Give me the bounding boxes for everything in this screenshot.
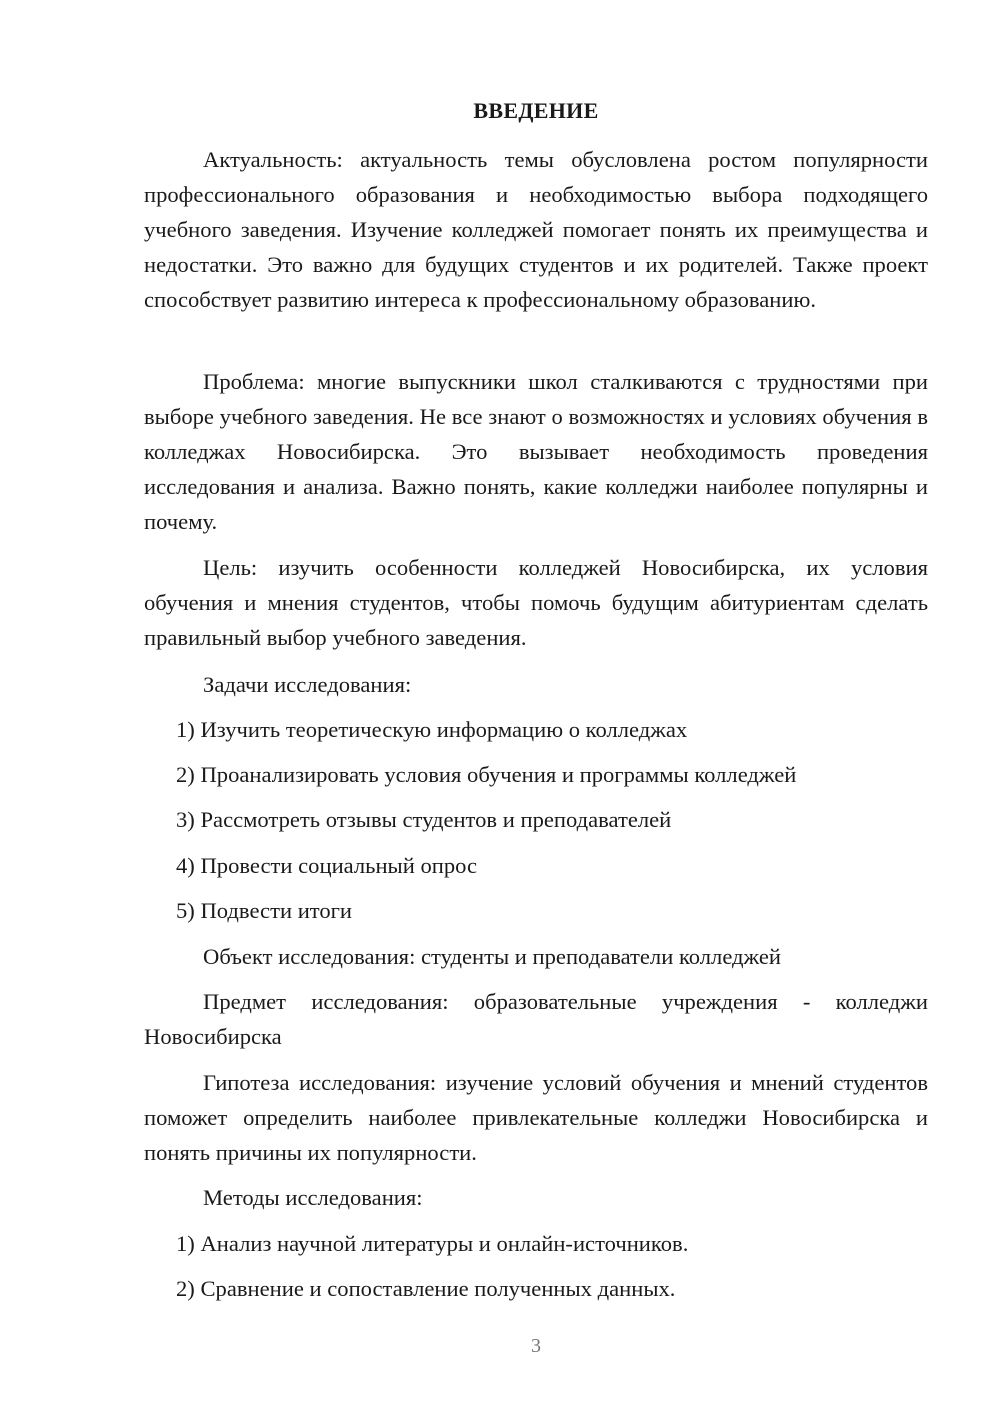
method-item: 2) Сравнение и сопоставление полученных данных. <box>176 1276 676 1301</box>
task-item: 3) Рассмотреть отзывы студентов и преподавателей <box>176 807 672 832</box>
goal-paragraph: Цель: изучить особенности колледжей Новосибирска, их условия обучения и мнения студентов, чтобы помочь будущим абитуриентам сделать правильный выбор учебного заведения. <box>144 555 928 650</box>
relevance-paragraph: Актуальность: актуальность темы обусловлена ростом популярности профессионального образования и необходимостью выбора подходящего учебного заведения. Изучение колледжей помогает понять их преимущества и недостатки. Это важно для будущих студентов и их родителей. Также проект способствует развитию интереса к профессиональному образованию. <box>144 147 928 312</box>
hypothesis-paragraph: Гипотеза исследования: изучение условий обучения и мнений студентов поможет определить наиболее привлекательные колледжи Новосибирска и понять причины их популярности. <box>144 1070 928 1165</box>
page-number: 3 <box>531 1335 541 1357</box>
tasks-title: Задачи исследования: <box>203 672 412 697</box>
task-item: 5) Подвести итоги <box>176 898 353 923</box>
problem-paragraph: Проблема: многие выпускники школ сталкиваются с трудностями при выборе учебного заведения. Не все знают о возможностях и условиях обучения в колледжах Новосибирска. Это вызывает необходимость проведения исследования и анализа. Важно понять, какие колледжи наиболее популярны и почему. <box>144 369 928 534</box>
task-item: 4) Провести социальный опрос <box>176 853 478 878</box>
task-item: 2) Проанализировать условия обучения и программы колледжей <box>176 762 797 787</box>
task-item: 1) Изучить теоретическую информацию о колледжах <box>176 717 688 742</box>
method-item: 1) Анализ научной литературы и онлайн-источников. <box>176 1231 689 1256</box>
methods-title: Методы исследования: <box>203 1185 423 1210</box>
subject-paragraph: Предмет исследования: образовательные учреждения - колледжи Новосибирска <box>144 989 928 1049</box>
section-heading: ВВЕДЕНИЕ <box>473 98 599 123</box>
object-paragraph: Объект исследования: студенты и преподаватели колледжей <box>203 944 781 969</box>
